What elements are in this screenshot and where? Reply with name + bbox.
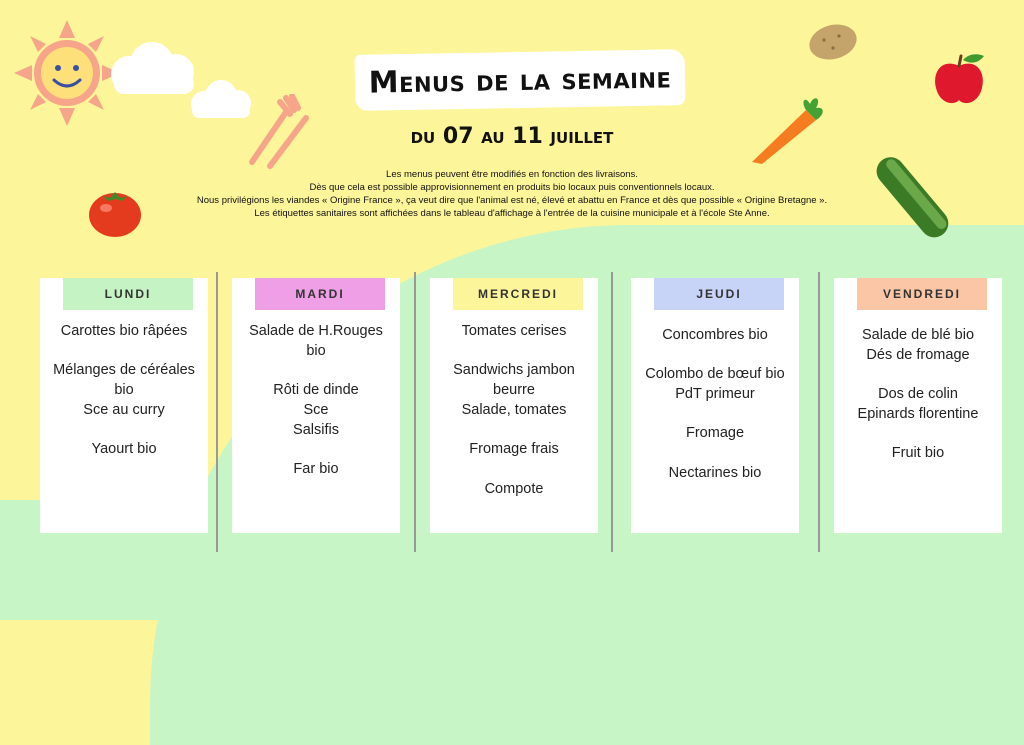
notes-block — [0, 168, 1024, 220]
menu-item: Salade de blé bio — [861, 327, 975, 343]
menu-item: Compote — [484, 480, 544, 497]
day-header: LUNDI — [63, 278, 193, 310]
menu-item: Rôti de dinde — [273, 382, 359, 399]
menu-item — [631, 444, 799, 464]
day-column-lundi — [40, 278, 208, 533]
menu-item: PdT primeur — [675, 386, 755, 403]
day-header: VENDREDI — [857, 278, 987, 310]
menu-item: Far bio — [293, 460, 339, 477]
menu-item: Sandwichs jambon — [453, 362, 575, 379]
menu-item: Yaourt bio — [91, 441, 157, 458]
menu-item: Dés de fromage — [866, 346, 970, 363]
day-column-mardi — [232, 278, 400, 533]
menu-item: Fromage — [685, 425, 745, 442]
menu-item — [232, 440, 400, 460]
potato-icon — [806, 20, 860, 64]
day-column-jeudi — [631, 278, 799, 533]
menu-item — [834, 365, 1002, 385]
day-header: MERCREDI — [453, 278, 583, 310]
menu-list — [232, 322, 400, 480]
menu-item: Sce — [303, 401, 329, 418]
apple-icon — [930, 52, 988, 108]
title-banner — [355, 49, 686, 111]
day-header: JEUDI — [654, 278, 784, 310]
menu-item: Salsifis — [293, 421, 339, 438]
menu-list — [631, 326, 799, 484]
note-line: Dès que cela est possible approvisionnement en produits bio locaux puis conventionnels locaux. — [309, 182, 715, 193]
day-header: MARDI — [255, 278, 385, 310]
menu-item — [430, 342, 598, 362]
note-line: Nous privilégions les viandes « Origine France », ça veut dire que l'animal est né, élevé et abattu en France et dès que possible « Origine Bretagne ». — [196, 195, 828, 206]
menu-item: Salade, tomates — [461, 401, 567, 418]
menu-item: Dos de colin — [878, 386, 958, 403]
day-column-mercredi — [430, 278, 598, 533]
menu-item — [232, 361, 400, 381]
note-line: Les menus peuvent être modifiés en fonction des livraisons. — [386, 169, 638, 180]
menu-list — [430, 322, 598, 499]
column-separator — [818, 272, 820, 552]
menu-item — [430, 460, 598, 480]
menu-item — [631, 405, 799, 425]
column-separator — [414, 272, 416, 552]
menu-item: Colombo de bœuf bio — [645, 366, 785, 383]
column-separator — [216, 272, 218, 552]
menu-item: bio — [114, 382, 134, 399]
note-line: Les étiquettes sanitaires sont affichées dans le tableau d'affichage à l'entrée de la cuisine municipale et à l'école Ste Anne. — [254, 208, 770, 219]
menu-item — [40, 342, 208, 362]
page-title: Menus de la semaine — [368, 59, 672, 101]
menu-item: Fromage frais — [469, 441, 559, 458]
menu-item: Nectarines bio — [668, 464, 762, 481]
menu-item: Tomates cerises — [461, 323, 567, 339]
day-column-vendredi — [834, 278, 1002, 533]
menu-item — [631, 346, 799, 366]
menu-item: Fruit bio — [891, 445, 945, 462]
menu-item — [40, 421, 208, 441]
week-dates: du 07 au 11 juillet — [410, 124, 614, 149]
menu-item: Carottes bio râpées — [60, 323, 188, 339]
menu-list — [40, 322, 208, 460]
menu-item — [834, 425, 1002, 445]
menu-item: Mélanges de céréales — [53, 362, 195, 379]
menu-item: Salade de H.Rouges — [249, 323, 383, 339]
menu-item: Concombres bio — [662, 327, 768, 343]
menu-item: bio — [306, 342, 326, 359]
menu-item: Sce au curry — [83, 401, 165, 418]
column-separator — [611, 272, 613, 552]
menu-item: beurre — [493, 382, 535, 399]
menu-item — [430, 421, 598, 441]
menu-item: Epinards florentine — [857, 405, 979, 422]
menu-list — [834, 326, 1002, 464]
